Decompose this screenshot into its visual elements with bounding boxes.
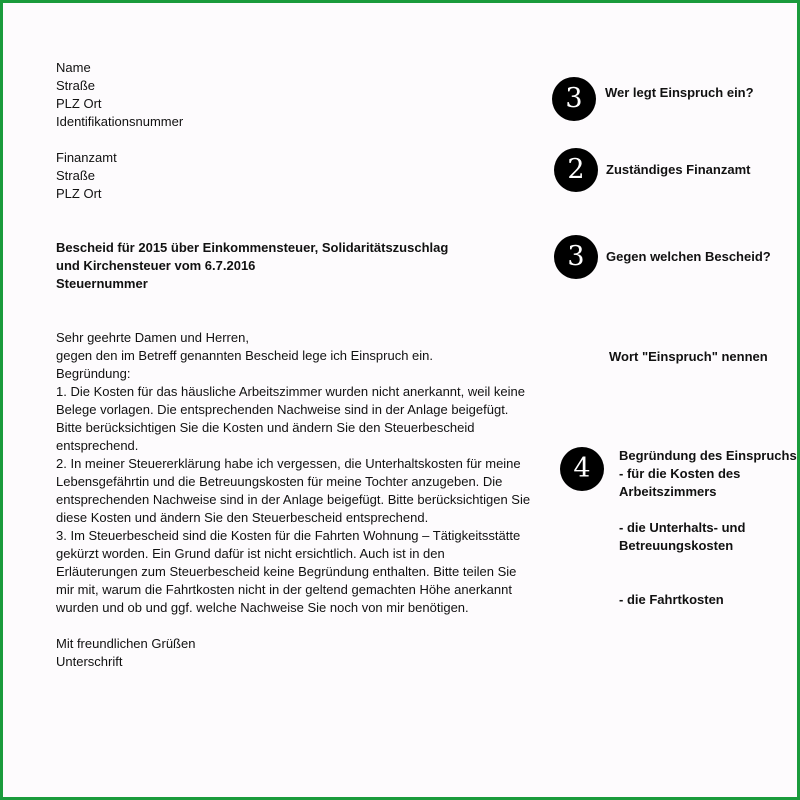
annotation-sender-text: Wer legt Einspruch ein? <box>605 85 754 100</box>
point-3-line: Erläuterungen zum Steuerbescheid keine Begründung enthalten. Bitte teilen Sie <box>56 564 517 579</box>
step-badge-sender: 3 <box>552 77 596 121</box>
sender-name: Name <box>56 60 91 75</box>
point-2-line: 2. In meiner Steuererklärung habe ich vergessen, die Unterhaltskosten für meine <box>56 456 521 471</box>
subject-line-2: und Kirchensteuer vom 6.7.2016 <box>56 258 256 273</box>
reason-heading: Begründung: <box>56 366 131 381</box>
point-2-line: entsprechenden Nachweise sind in der Anlage beigefügt. Bitte berücksichtigen Sie <box>56 492 531 507</box>
point-1-line: 1. Die Kosten für das häusliche Arbeitszimmer wurden nicht anerkannt, weil keine <box>56 384 525 399</box>
subject-line-1: Bescheid für 2015 über Einkommensteuer, Solidaritätszuschlag <box>56 240 449 255</box>
subject-line <box>56 239 546 293</box>
annotation-reason-line: Begründung des Einspruchs <box>619 448 797 463</box>
recipient-city: PLZ Ort <box>56 186 102 201</box>
annotation-reason-line: - die Unterhalts- und <box>619 520 746 535</box>
annotation-reason-line: - die Fahrtkosten <box>619 592 724 607</box>
annotation-notice <box>606 248 771 266</box>
annotation-reason-line: Betreuungskosten <box>619 538 734 553</box>
point-3-line: wurden und ob und ggf. welche Nachweise Sie noch von mir benötigen. <box>56 600 469 615</box>
point-2-line: diese Kosten und ändern Sie den Steuerbescheid entsprechend. <box>56 510 429 525</box>
point-2-line: Lebensgefährtin und die Betreuungskosten für meine Tochter anzugeben. Die <box>56 474 503 489</box>
point-1-line: Bitte berücksichtigen Sie die Kosten und ändern Sie den Steuerbescheid <box>56 420 475 435</box>
point-1-line: entsprechend. <box>56 438 139 453</box>
sender-id: Identifikationsnummer <box>56 114 184 129</box>
point-3-line: 3. Im Steuerbescheid sind die Kosten für die Fahrten Wohnung – Tätigkeitsstätte <box>56 528 521 543</box>
letter-body <box>56 59 546 671</box>
reason-list <box>56 383 546 617</box>
annotation-objection-word-text: Wort "Einspruch" nennen <box>609 349 768 364</box>
subject-line-3: Steuernummer <box>56 276 148 291</box>
intro-sentence: gegen den im Betreff genannten Bescheid lege ich Einspruch ein. <box>56 348 434 363</box>
point-3-line: mir mit, warum die Fahrtkosten nicht in der geltend gemachten Höhe anerkannt <box>56 582 512 597</box>
point-3-line: gekürzt worden. Ein Grund dafür ist nicht ersichtlich. Auch ist in den <box>56 546 445 561</box>
closing: Mit freundlichen Grüßen <box>56 636 196 651</box>
annotation-objection-word <box>609 348 768 366</box>
recipient-address <box>56 149 546 203</box>
sender-city: PLZ Ort <box>56 96 102 111</box>
sender-street: Straße <box>56 78 96 93</box>
annotation-sender <box>605 84 754 102</box>
point-1-line: Belege vorlagen. Die entsprechenden Nachweise sind in der Anlage beigefügt. <box>56 402 509 417</box>
annotation-notice-text: Gegen welchen Bescheid? <box>606 249 771 264</box>
signature: Unterschrift <box>56 654 123 669</box>
step-badge-notice: 3 <box>554 235 598 279</box>
step-badge-office: 2 <box>554 148 598 192</box>
salutation: Sehr geehrte Damen und Herren, <box>56 330 249 345</box>
recipient-street: Straße <box>56 168 96 183</box>
annotation-reason <box>619 447 797 609</box>
annotation-office <box>606 161 750 179</box>
annotation-reason-line: Arbeitszimmers <box>619 484 717 499</box>
annotation-reason-line: - für die Kosten des <box>619 466 741 481</box>
sender-address <box>56 59 546 131</box>
step-badge-reason: 4 <box>560 447 604 491</box>
recipient-office: Finanzamt <box>56 150 117 165</box>
annotation-office-text: Zuständiges Finanzamt <box>606 162 751 177</box>
